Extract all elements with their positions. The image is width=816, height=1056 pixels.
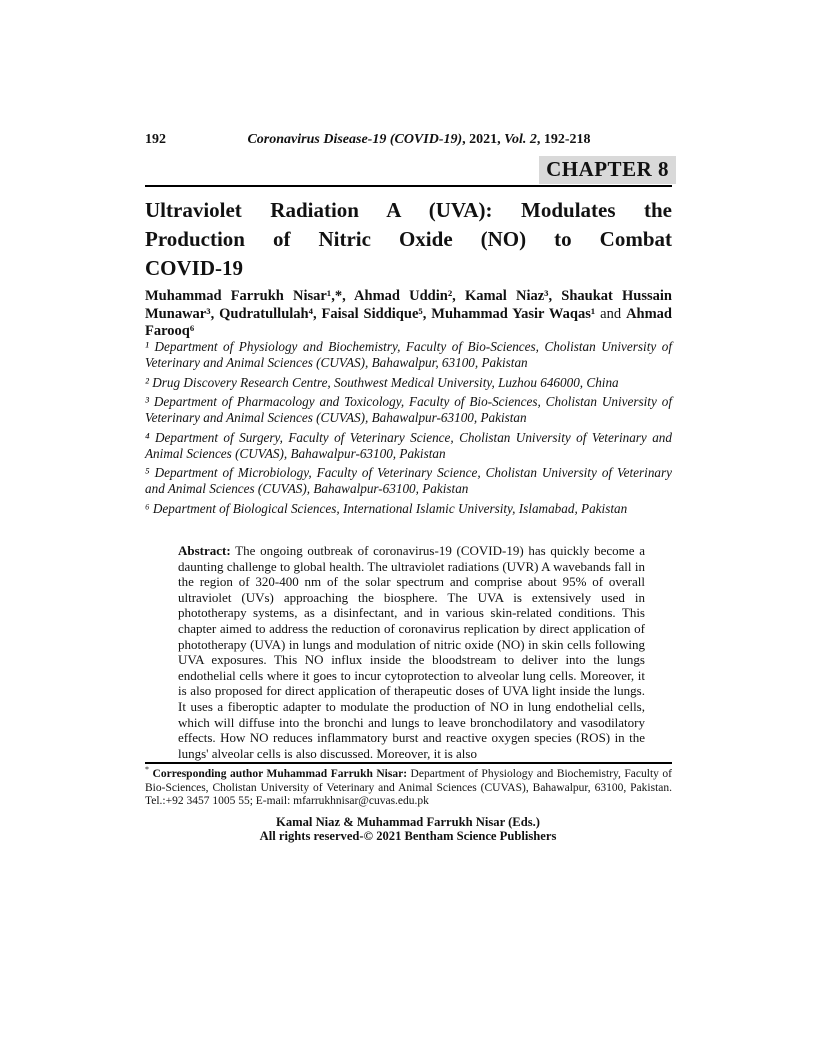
header-rule <box>145 185 672 187</box>
author-conjunction: and <box>595 305 627 322</box>
journal-year: , 2021, <box>462 132 505 147</box>
journal-citation <box>166 131 672 148</box>
affiliation-item-4: ⁴ Department of Surgery, Faculty of Veterinary Science, Cholistan University of Veterinary and Animal Sciences (CUVAS), Bahawalpur-63100, Pakistan <box>145 429 672 461</box>
author-group-1: Muhammad Farrukh Nisar¹,*, Ahmad Uddin², Kamal Niaz³, Shaukat Hussain Munawar³, Qudratullulah⁴, Faisal Siddique⁵, Muhammad Yasir Waqas¹ <box>145 288 672 322</box>
journal-pages: , 192-218 <box>536 132 591 147</box>
footnote-lead: Corresponding author Muhammad Farrukh Nisar: <box>149 768 408 780</box>
chapter-title <box>145 196 672 283</box>
affiliation-item-1: ¹ Department of Physiology and Biochemistry, Faculty of Bio-Sciences, Cholistan University of Veterinary and Animal Sciences (CUVAS), Bahawalpur, 63100, Pakistan <box>145 339 672 370</box>
footnote-rule <box>145 762 672 764</box>
page-number: 192 <box>145 132 166 147</box>
footnote-text: Department of Physiology and Biochemistry, Faculty of Bio-Sciences, Cholistan University of Veterinary and Animal Sciences (CUVAS), Bahawalpur, 63100, Pakistan. Tel.:+92 3457 1005 55; E-mail: mfarrukhnisar@cuvas.edu.pk <box>145 768 672 808</box>
footnote-marker: * <box>145 765 150 775</box>
chapter-title-line-3: COVID-19 <box>145 256 243 280</box>
journal-volume: Vol. 2 <box>504 132 537 147</box>
journal-title: Coronavirus Disease-19 (COVID-19) <box>247 132 463 147</box>
chapter-title-line-2: Production of Nitric Oxide (NO) to Combat <box>145 227 672 251</box>
author-group-2: Ahmad Farooq⁶ <box>145 305 672 339</box>
copyright-footer <box>0 815 816 843</box>
abstract-label: Abstract: <box>178 543 231 558</box>
rights-line: All rights reserved-© 2021 Bentham Science Publishers <box>259 829 557 844</box>
affiliation-item-2: ² Drug Discovery Research Centre, Southwest Medical University, Luzhou 646000, China <box>145 374 619 390</box>
corresponding-author-footnote <box>145 765 672 809</box>
author-list <box>145 288 672 341</box>
abstract-block <box>178 543 645 761</box>
affiliation-item-6: ⁶ Department of Biological Sciences, International Islamic University, Islamabad, Pakistan <box>145 500 628 516</box>
abstract-text: The ongoing outbreak of coronavirus-19 (COVID-19) has quickly become a daunting challenge to global health. The ultraviolet radiations (UVR) A wavebands fall in the region of 320-400 nm of the solar spectrum and comprise about 95% of overall ultraviolet (UVs) approaching the biosphere. The UVA is extensively used in phototherapy systems, as a disinfectant, and in various skin-related conditions. This chapter aimed to address the reduction of coronavirus replication by direct application of phototherapy (UVA) in lungs and modulation of nitric oxide (NO) in skin cells following UVA exposures. This NO influx inside the bloodstream to deliver into the lungs endothelial cells where it goes to incur cytoprotection to alveolar lung cells. Moreover, it is also proposed for direct application of therapeutic doses of UVA light inside the lungs. It uses a fiberoptic adapter to modulate the production of NO in lung endothelial cells, which will diffuse into the bronchi and lungs to leave bronchodilatory and vasodilatory effects. How NO reduces inflammatory burst and reactive oxygen species (ROS) in the lungs' alveolar cells is also discussed. Moreover, it is also <box>178 543 645 761</box>
editors-line: Kamal Niaz & Muhammad Farrukh Nisar (Eds.) <box>276 815 540 829</box>
chapter-badge: CHAPTER 8 <box>539 156 676 184</box>
affiliation-list <box>145 339 672 520</box>
running-header <box>145 131 672 148</box>
chapter-title-line-1: Ultraviolet Radiation A (UVA): Modulates the <box>145 198 672 222</box>
affiliation-item-3: ³ Department of Pharmacology and Toxicology, Faculty of Bio-Sciences, Cholistan University of Veterinary and Animal Sciences (CUVAS), Bahawalpur-63100, Pakistan <box>145 394 672 425</box>
affiliation-item-5: ⁵ Department of Microbiology, Faculty of Veterinary Science, Cholistan University of Veterinary and Animal Sciences (CUVAS), Bahawalpur-63100, Pakistan <box>145 465 672 496</box>
